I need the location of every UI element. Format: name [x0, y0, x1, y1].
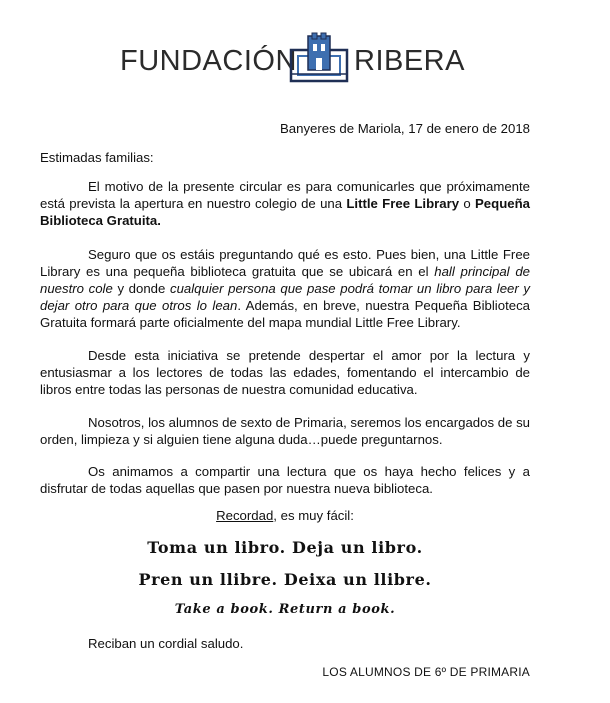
paragraph-text: o: [459, 196, 476, 211]
letter-date: Banyeres de Mariola, 17 de enero de 2018: [279, 121, 530, 136]
motto-valencian: Pren un llibre. Deixa un llibre.: [138, 570, 432, 589]
letterhead: [120, 32, 465, 88]
closing-line: Reciban un cordial saludo.: [88, 636, 244, 651]
motto-english: Take a book. Return a book.: [174, 602, 396, 617]
italic-phrase: cualquier persona que pase podrá tomar un libro para leer y dejar otro para que otros lo lean: [40, 281, 531, 313]
foundation-logo-icon: [288, 32, 350, 84]
paragraph-text: . Además, en breve, nuestra Pequeña Biblioteca Gratuita formará parte oficialmente del mapa mundial Little Free Library.: [40, 298, 530, 330]
bold-term: Pequeña Biblioteca Gratuita.: [40, 196, 530, 228]
paragraph-explanation: [40, 246, 530, 331]
reminder-text: , es muy fácil:: [273, 508, 354, 523]
foundation-name-left: FUNDACIÓN: [120, 45, 297, 77]
bold-term: Little Free Library: [346, 196, 460, 211]
paragraph-text: y donde: [112, 281, 170, 296]
signature: LOS ALUMNOS DE 6º DE PRIMARIA: [322, 665, 530, 679]
motto-spanish: Toma un libro. Deja un libro.: [147, 538, 423, 557]
reminder-line: [0, 508, 570, 523]
paragraph-text: El motivo de la presente circular es para comunicarles que próximamente está prevista la apertura en nuestro colegio de una: [40, 179, 530, 211]
foundation-name-right: RIBERA: [354, 45, 465, 77]
paragraph-text: Seguro que os estáis preguntando qué es esto. Pues bien, una Little Free Library es una pequeña biblioteca gratuita que se ubicará en el: [40, 247, 530, 279]
paragraph-announcement: [40, 178, 530, 229]
italic-phrase: hall principal de nuestro cole: [40, 264, 530, 296]
paragraph-invitation: Os animamos a compartir una lectura que os haya hecho felices y a disfrutar de todas aquellas que pasen por nuestra nueva biblioteca.: [40, 464, 530, 496]
letter-greeting: Estimadas familias:: [40, 150, 154, 165]
reminder-underlined: Recordad: [216, 508, 274, 523]
paragraph-purpose: Desde esta iniciativa se pretende despertar el amor por la lectura y entusiasmar a los lectores de todas las edades, fomentando el intercambio de libros entre todas las personas de nuestra comunidad educativa.: [40, 348, 530, 397]
paragraph-responsibility: Nosotros, los alumnos de sexto de Primaria, seremos los encargados de su orden, limpieza y si alguien tiene alguna duda…puede preguntarnos.: [40, 415, 530, 447]
